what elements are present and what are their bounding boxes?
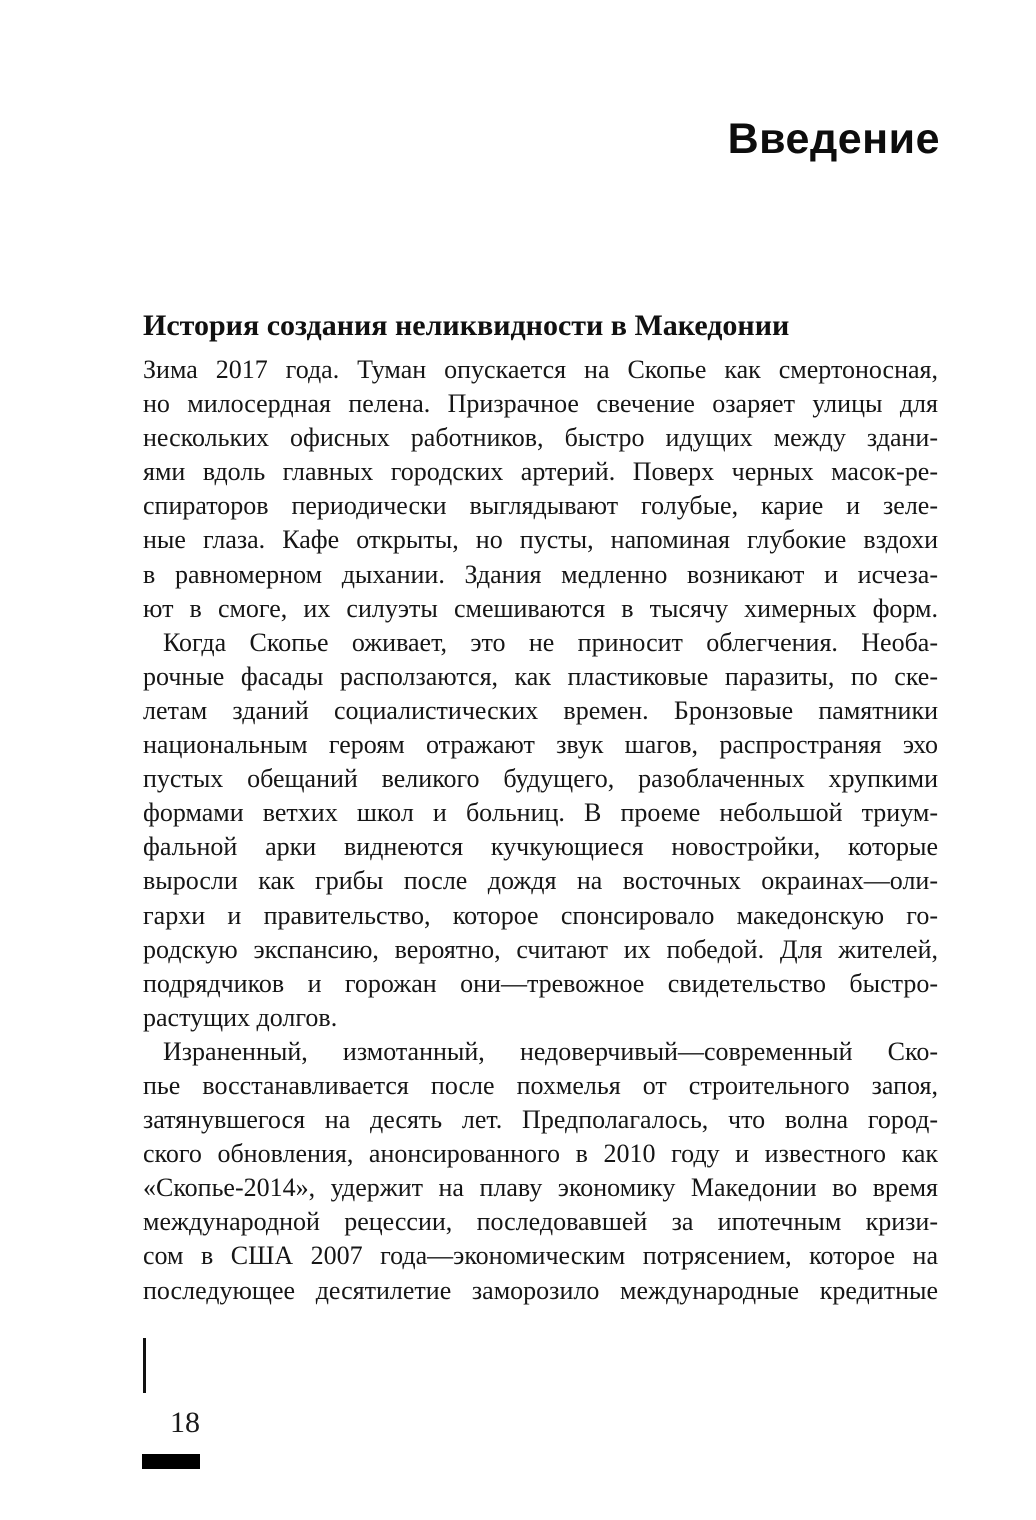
text-line: гархи и правительство, которое спонсировало македонскую го- <box>143 900 938 930</box>
text-line: последующее десятилетие заморозило международные кредитные <box>143 1275 938 1305</box>
text-line: пье восстанавливается после похмелья от строительного запоя, <box>143 1070 938 1100</box>
text-line: выросли как грибы после дождя на восточных окраинах—оли- <box>143 866 938 896</box>
text-line: родскую экспансию, вероятно, считают их победой. Для жителей, <box>143 934 938 964</box>
chapter-title: Введение <box>727 115 940 163</box>
section-heading: История создания неликвидности в Македонии <box>143 309 790 342</box>
text-line: ского обновления, анонсированного в 2010 году и известного как <box>143 1139 938 1169</box>
text-line: фальной арки виднеются кучкующиеся новостройки, которые <box>143 832 938 862</box>
text-line: ями вдоль главных городских артерий. Поверх черных масок-ре- <box>143 457 938 487</box>
text-line: «Скопье-2014», удержит на плаву экономику Македонии во время <box>143 1173 938 1203</box>
text-line: формами ветхих школ и больниц. В проеме небольшой триум- <box>143 798 938 828</box>
text-line: ные глаза. Кафе открыты, но пусты, напоминая глубокие вздохи <box>143 525 938 555</box>
text-line: национальным героям отражают звук шагов, распространяя эхо <box>143 730 938 760</box>
text-line: международной рецессии, последовавшей за ипотечным кризи- <box>143 1207 938 1237</box>
text-line: растущих долгов. <box>143 1002 338 1032</box>
text-line: в равномерном дыхании. Здания медленно возникают и исчеза- <box>143 559 938 589</box>
text-line: сом в США 2007 года—экономическим потрясением, которое на <box>143 1241 938 1271</box>
text-line: нескольких офисных работников, быстро идущих между здани- <box>143 423 938 453</box>
text-line: пустых обещаний великого будущего, разоблаченных хрупкими <box>143 764 938 794</box>
text-line: Израненный, измотанный, недоверчивый—современный Ско- <box>163 1036 938 1066</box>
footer-black-bar <box>142 1454 200 1469</box>
text-line: ют в смоге, их силуэты смешиваются в тысячу химерных форм. <box>143 593 938 623</box>
text-line: летам зданий социалистических времен. Бронзовые памятники <box>143 695 938 725</box>
page-number: 18 <box>170 1406 200 1439</box>
body-text <box>143 353 938 1308</box>
text-line: рочные фасады расползаются, как пластиковые паразиты, по ске- <box>143 661 938 691</box>
text-line: подрядчиков и горожан они—тревожное свидетельство быстро- <box>143 968 938 998</box>
text-line: Когда Скопье оживает, это не приносит облегчения. Необа- <box>163 627 938 657</box>
text-line: но милосердная пелена. Призрачное свечение озаряет улицы для <box>143 389 938 419</box>
text-line: спираторов периодически выглядывают голубые, карие и зеле- <box>143 491 938 521</box>
margin-vertical-line <box>143 1338 146 1393</box>
text-line: затянувшегося на десять лет. Предполагалось, что волна город- <box>143 1105 938 1135</box>
text-line: Зима 2017 года. Туман опускается на Скопье как смертоносная, <box>143 355 938 384</box>
